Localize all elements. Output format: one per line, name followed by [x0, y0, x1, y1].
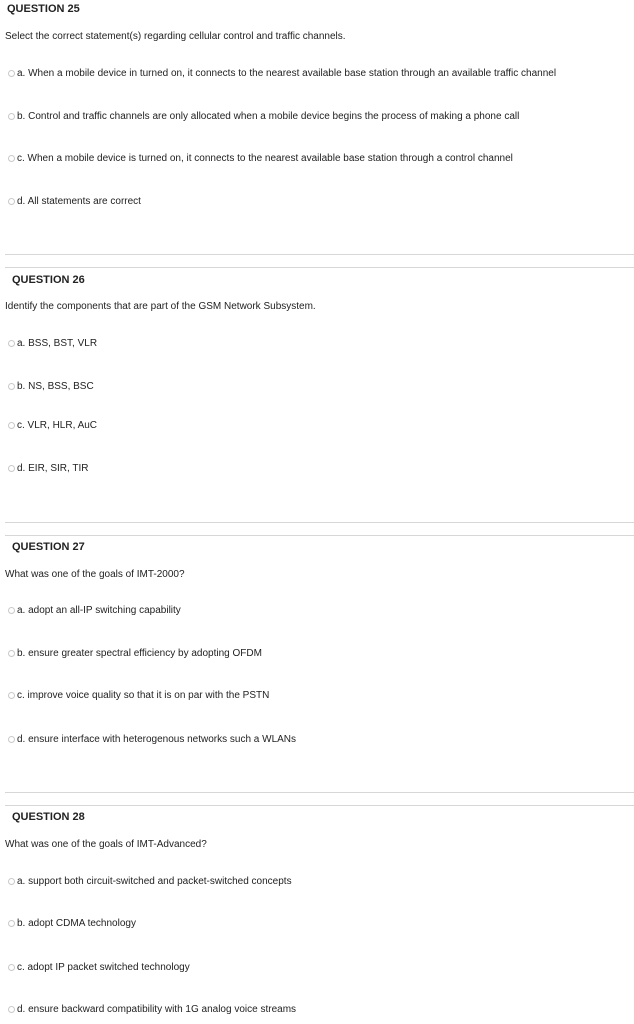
option-label: b. Control and traffic channels are only allocated when a mobile device begins the process of making a phone call [17, 111, 520, 122]
option-b[interactable] [8, 918, 136, 929]
option-label: b. ensure greater spectral efficiency by adopting OFDM [17, 648, 262, 659]
divider [5, 535, 634, 536]
radio-button[interactable] [8, 607, 15, 614]
option-c[interactable] [8, 962, 190, 973]
radio-button[interactable] [8, 465, 15, 472]
question-text: What was one of the goals of IMT-2000? [5, 569, 185, 580]
question-title: QUESTION 27 [12, 541, 85, 553]
option-label: c. improve voice quality so that it is on par with the PSTN [17, 690, 270, 701]
option-a[interactable] [8, 605, 181, 616]
radio-button[interactable] [8, 155, 15, 162]
option-c[interactable] [8, 690, 269, 701]
option-label: c. VLR, HLR, AuC [17, 420, 98, 431]
divider [5, 805, 634, 806]
option-d[interactable] [8, 463, 89, 474]
option-d[interactable] [8, 734, 296, 745]
radio-button[interactable] [8, 198, 15, 205]
radio-button[interactable] [8, 964, 15, 971]
question-text: What was one of the goals of IMT-Advanced? [5, 839, 207, 850]
radio-button[interactable] [8, 340, 15, 347]
option-label: d. ensure backward compatibility with 1G analog voice streams [17, 1004, 297, 1015]
radio-button[interactable] [8, 736, 15, 743]
divider [5, 522, 634, 523]
option-a[interactable] [8, 68, 556, 79]
option-label: b. NS, BSS, BSC [17, 381, 94, 392]
option-label: b. adopt CDMA technology [17, 918, 136, 929]
question-text: Select the correct statement(s) regarding cellular control and traffic channels. [5, 31, 346, 42]
radio-button[interactable] [8, 878, 15, 885]
option-label: a. BSS, BST, VLR [17, 338, 98, 349]
option-label: c. adopt IP packet switched technology [17, 962, 190, 973]
option-b[interactable] [8, 648, 262, 659]
radio-button[interactable] [8, 692, 15, 699]
option-d[interactable] [8, 196, 141, 207]
option-label: d. EIR, SIR, TIR [17, 463, 89, 474]
radio-button[interactable] [8, 113, 15, 120]
option-c[interactable] [8, 420, 97, 431]
radio-button[interactable] [8, 650, 15, 657]
radio-button[interactable] [8, 383, 15, 390]
option-label: a. adopt an all-IP switching capability [17, 605, 181, 616]
question-title: QUESTION 26 [12, 274, 85, 286]
option-b[interactable] [8, 381, 94, 392]
radio-button[interactable] [8, 422, 15, 429]
divider [5, 254, 634, 255]
question-text: Identify the components that are part of the GSM Network Subsystem. [5, 301, 316, 312]
option-d[interactable] [8, 1004, 296, 1015]
option-a[interactable] [8, 876, 292, 887]
option-a[interactable] [8, 338, 97, 349]
option-label: a. When a mobile device in turned on, it connects to the nearest available base station through an available traffic channel [17, 68, 557, 79]
question-title: QUESTION 28 [12, 811, 85, 823]
divider [5, 792, 634, 793]
option-label: a. support both circuit-switched and packet-switched concepts [17, 876, 292, 887]
divider [5, 267, 634, 268]
option-b[interactable] [8, 111, 519, 122]
radio-button[interactable] [8, 1006, 15, 1013]
option-label: c. When a mobile device is turned on, it connects to the nearest available base station through a control channel [17, 153, 513, 164]
question-title: QUESTION 25 [7, 3, 80, 15]
option-label: d. ensure interface with heterogenous networks such a WLANs [17, 734, 297, 745]
option-c[interactable] [8, 153, 513, 164]
option-label: d. All statements are correct [17, 196, 141, 207]
radio-button[interactable] [8, 70, 15, 77]
radio-button[interactable] [8, 920, 15, 927]
